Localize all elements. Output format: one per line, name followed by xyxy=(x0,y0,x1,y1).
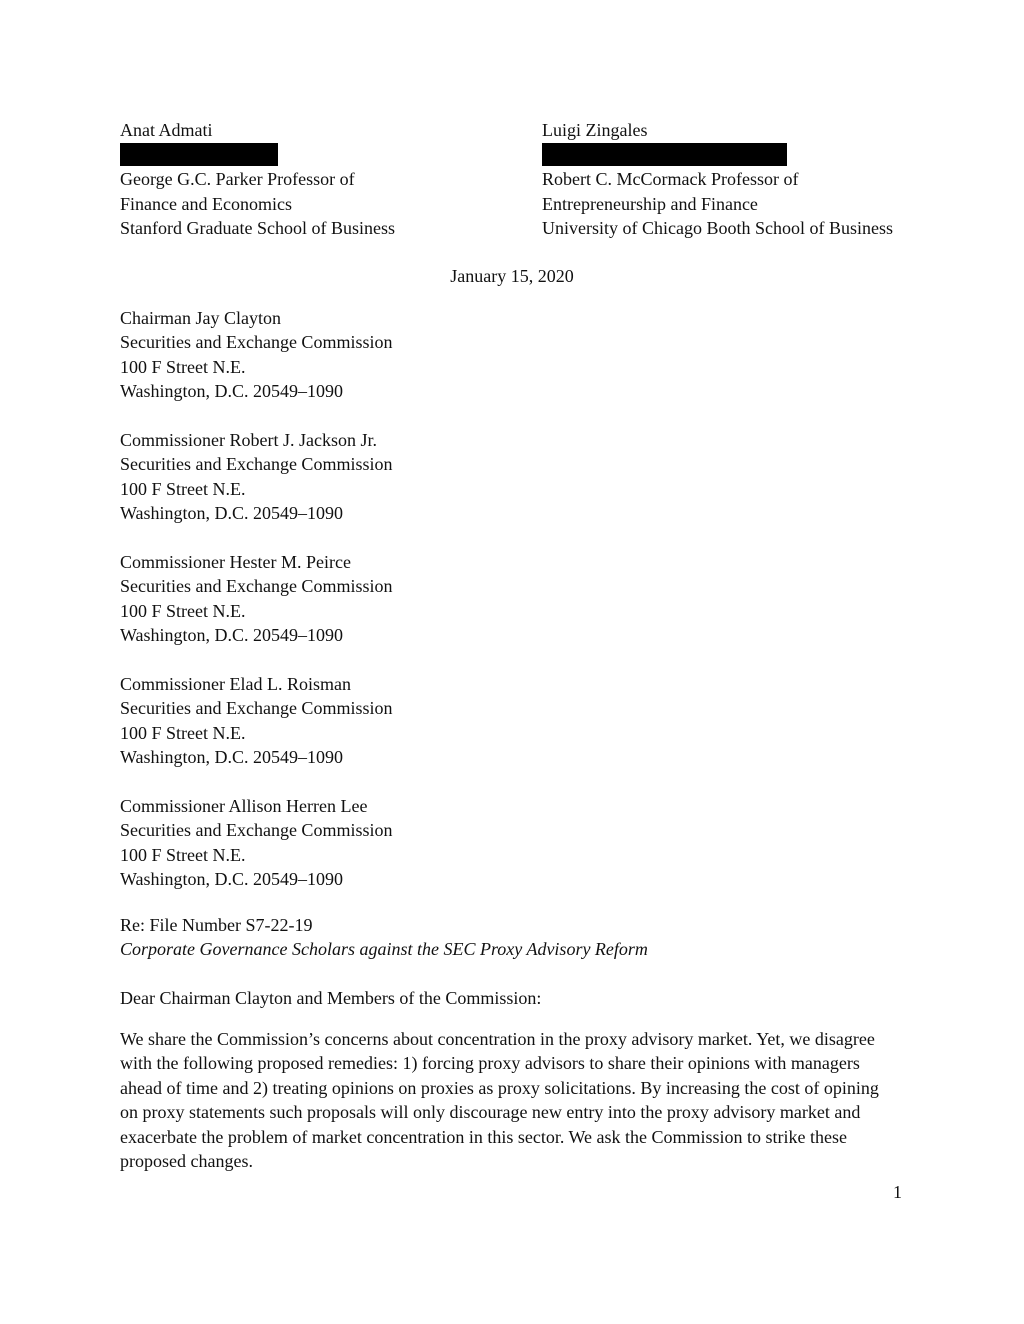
body-line: exacerbate the problem of market concentration in this sector. We ask the Commission to strike these xyxy=(120,1126,848,1147)
page-number: 1 xyxy=(893,1182,902,1202)
recipient-street: 100 F Street N.E. xyxy=(120,722,246,743)
recipient-address xyxy=(120,794,392,892)
recipient-org: Securities and Exchange Commission xyxy=(120,820,393,841)
author-title-line: George G.C. Parker Professor of xyxy=(120,169,355,190)
body-paragraph xyxy=(120,1027,910,1173)
recipient-org: Securities and Exchange Commission xyxy=(120,576,393,597)
recipient-street: 100 F Street N.E. xyxy=(120,600,246,621)
salutation: Dear Chairman Clayton and Members of the Commission: xyxy=(120,988,542,1008)
letter-date: January 15, 2020 xyxy=(450,266,574,286)
recipient-name: Commissioner Allison Herren Lee xyxy=(120,796,368,817)
author-title-line: Stanford Graduate School of Business xyxy=(120,218,395,239)
recipient-street: 100 F Street N.E. xyxy=(120,478,246,499)
redaction-bar xyxy=(120,143,278,166)
author-title-line: Entrepreneurship and Finance xyxy=(542,193,758,214)
author-title-line: University of Chicago Booth School of Business xyxy=(542,218,893,239)
recipient-address xyxy=(120,550,392,648)
recipient-name: Chairman Jay Clayton xyxy=(120,308,281,328)
redaction-bar xyxy=(542,143,787,166)
recipient-org: Securities and Exchange Commission xyxy=(120,454,393,475)
recipient-city: Washington, D.C. 20549–1090 xyxy=(120,503,344,524)
author-title-line: Robert C. McCormack Professor of xyxy=(542,169,799,190)
recipient-address xyxy=(120,306,392,404)
author-title-line: Finance and Economics xyxy=(120,193,292,214)
recipient-org: Securities and Exchange Commission xyxy=(120,698,393,719)
recipient-name: Commissioner Hester M. Peirce xyxy=(120,552,351,573)
letter-subject: Corporate Governance Scholars against the SEC Proxy Advisory Reform xyxy=(120,939,648,960)
file-number: Re: File Number S7-22-19 xyxy=(120,915,313,935)
recipient-name: Commissioner Robert J. Jackson Jr. xyxy=(120,430,377,451)
recipient-address xyxy=(120,428,392,526)
recipient-address xyxy=(120,672,392,770)
recipient-street: 100 F Street N.E. xyxy=(120,356,246,377)
recipient-name: Commissioner Elad L. Roisman xyxy=(120,674,351,695)
body-line: ahead of time and 2) treating opinions on proxies as proxy solicitations. By increasing the cost of opining xyxy=(120,1077,879,1098)
re-line xyxy=(120,913,648,962)
author-block-right xyxy=(542,118,893,241)
body-line: We share the Commission’s concerns about concentration in the proxy advisory market. Yet, we disagree xyxy=(120,1029,875,1049)
recipient-city: Washington, D.C. 20549–1090 xyxy=(120,747,344,768)
recipient-street: 100 F Street N.E. xyxy=(120,844,246,865)
author-block-left xyxy=(120,118,395,241)
recipient-list xyxy=(120,306,392,892)
body-line: on proxy statements such proposals will only discourage new entry into the proxy advisory market and xyxy=(120,1102,861,1123)
author-name: Anat Admati xyxy=(120,120,213,140)
recipient-org: Securities and Exchange Commission xyxy=(120,332,393,353)
body-line: with the following proposed remedies: 1) forcing proxy advisors to share their opinions with managers xyxy=(120,1053,860,1074)
recipient-city: Washington, D.C. 20549–1090 xyxy=(120,381,344,402)
body-line: proposed changes. xyxy=(120,1151,253,1172)
recipient-city: Washington, D.C. 20549–1090 xyxy=(120,869,344,890)
recipient-city: Washington, D.C. 20549–1090 xyxy=(120,625,344,646)
author-name: Luigi Zingales xyxy=(542,120,648,140)
